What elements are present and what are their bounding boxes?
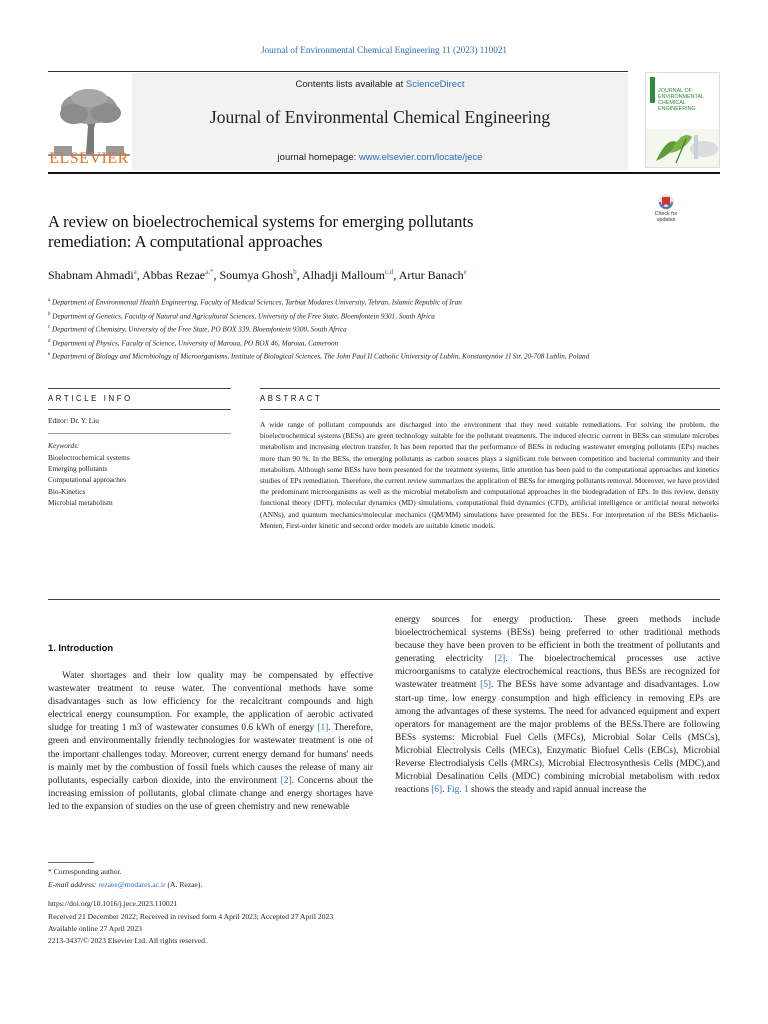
affiliation-item bbox=[48, 322, 638, 336]
keyword-item: Bio-Kinetics bbox=[48, 486, 86, 496]
author-separator: , bbox=[136, 268, 143, 282]
cover-title bbox=[658, 88, 704, 112]
crossmark-line2: updates bbox=[656, 216, 676, 223]
affiliation-text: Department of Physics, Faculty of Science, University of Maroua, PO BOX 46, Maroua, Cameroon bbox=[52, 339, 339, 348]
keyword-list bbox=[48, 452, 130, 508]
elsevier-wordmark[interactable]: ELSEVIER bbox=[49, 150, 129, 167]
affiliation-text: Department of Biology and Microbiology of Microorganisms, Institute of Biological Sciences, The John Paul II Catholic University of Lublin, Konstantynów 1I Str, 20-708 Lublin, Poland bbox=[52, 352, 590, 361]
footnote-rule bbox=[48, 862, 94, 863]
editor-line: Editor: Dr. Y. Liu bbox=[48, 416, 99, 425]
article-title-line2: remediation: A computational approaches bbox=[48, 232, 323, 251]
article-info-heading: ARTICLE INFO bbox=[48, 394, 133, 403]
author-name[interactable]: Alhadji Malloum bbox=[301, 268, 385, 282]
doi-link[interactable]: https://doi.org/10.1016/j.jece.2023.110021 bbox=[48, 899, 178, 908]
corresponding-author-note: * Corresponding author. bbox=[48, 867, 122, 876]
author-separator: , bbox=[213, 268, 220, 282]
author-separator: , bbox=[296, 268, 302, 282]
affiliation-text: Department of Chemistry, University of the Free State, PO BOX 339, Bloemfontein 9300, South Africa bbox=[52, 325, 347, 334]
email-link[interactable]: rezaee@modares.ac.ir bbox=[98, 880, 166, 889]
cover-title-line2: ENVIRONMENTAL bbox=[658, 94, 705, 100]
affiliation-item bbox=[48, 295, 638, 309]
journal-cover-thumbnail[interactable] bbox=[645, 72, 720, 168]
affiliation-item bbox=[48, 309, 638, 323]
introduction-heading: 1. Introduction bbox=[48, 642, 114, 653]
keywords-heading: Keywords: bbox=[48, 441, 80, 450]
abstract-text: A wide range of pollutant compounds are discharged into the environment that they need suitable remediations. For solving the problem, the bioelectrochemical systems (BESs) are green technology suitable for the pollutant treatments. The induced electric current in BESs can stimulate microbes metabolism and increasing electron transfer. It has been reported that the performance of BESs in reducing wastewater emerging pollutants (EPs) reaches more than 90 %. In the BESs, the emerging pollutants as carbon sources plays a significant role between competition and bacterial community and their metabolism. Although some BESs have been presented for the treatment systems, little attention has been paid to the computational approaches and kinetics studies of EPs remediation. Therefore, the current review summarizes the application of BESs for emerging pollutants removal. Moreover, we have provided the predominant microorganisms as well as the microbial metabolism and computational approaches in the biodegradation of EPs. In this review, density functional theory (DFT), molecular dynamics (MD) simulations, computational fluid dynamics (CFD), artificial intelligence or artificial neural networks (ANNs), and quantum mechanics/molecular mechanics (QM/MM) simulations have presented for the BESs. For interpretation of the BESs Michaelis-Menten, First-order kinetic and second order models are suitable kinetic models. bbox=[260, 420, 719, 530]
body-text: energy sources for energy production. These green methods include bioelectrochemical systems (BESs) being preferred to other traditional methods because they have been proven to be efficient in both the treatment of pollutants and generating electricity bbox=[395, 615, 720, 665]
copyright-line: 2213-3437/© 2023 Elsevier Ltd. All rights reserved. bbox=[48, 936, 207, 945]
author-name[interactable]: Soumya Ghosh bbox=[219, 268, 294, 282]
affiliation-item bbox=[48, 349, 638, 363]
journal-title: Journal of Environmental Chemical Engineering bbox=[209, 107, 551, 127]
email-suffix: (A. Rezae). bbox=[165, 880, 203, 889]
keyword-item: Bioelectrochemical systems bbox=[48, 453, 130, 462]
article-title bbox=[48, 212, 608, 252]
email-note bbox=[48, 880, 202, 889]
body-column-left bbox=[48, 670, 373, 814]
citation-link[interactable]: [2] bbox=[494, 654, 506, 665]
affiliation-text: Department of Genetics, Faculty of Natural and Agricultural Sciences, University of the Free State, Bloemfontein 9301, South Africa bbox=[52, 311, 435, 320]
received-dates: Received 21 December 2022; Received in revised form 4 April 2023; Accepted 27 April 2023 bbox=[48, 912, 334, 921]
masthead-top-rule bbox=[48, 71, 628, 72]
check-for-updates-label[interactable] bbox=[646, 212, 686, 223]
abstract-head-rule bbox=[260, 409, 720, 410]
affiliation-mark: c bbox=[48, 325, 51, 331]
front-matter-bottom-rule bbox=[48, 599, 720, 600]
author-name[interactable]: Abbas Rezae bbox=[142, 268, 206, 282]
body-column-right bbox=[395, 614, 720, 797]
body-text: . The bioelectrochemical processes use active microorganisms to catalyze electrochemical reactions, thus BESs are recognized for wastewater treatment bbox=[395, 654, 720, 691]
email-label: E-mail address: bbox=[48, 880, 99, 889]
author-affiliation-mark[interactable]: c,d bbox=[384, 268, 394, 276]
affiliation-mark: b bbox=[48, 311, 51, 317]
citation-link[interactable]: [6] bbox=[431, 785, 443, 796]
body-text: shows the steady and rapid annual increase the bbox=[468, 785, 647, 796]
author-name[interactable]: Artur Banach bbox=[398, 268, 464, 282]
sciencedirect-link[interactable]: ScienceDirect bbox=[405, 79, 465, 90]
crossmark-line1: Check for bbox=[654, 211, 678, 217]
running-head[interactable]: Journal of Environmental Chemical Engineering 11 (2023) 110021 bbox=[260, 45, 508, 55]
author-affiliation-mark[interactable]: a bbox=[133, 268, 137, 276]
body-text: . bbox=[442, 785, 447, 796]
body-text: Water shortages and their low quality may be compensated by effective wastewater treatment to reuse water. The conventional methods have some disadvantages such as low efficiency for the recalcitrant compounds and high electrical energy counsumption. For example, the application of aerobic activated sludge for treating 1 m3 of wastewater consumes 0.6 kWh of energy bbox=[48, 671, 373, 734]
affiliation-list bbox=[48, 295, 638, 363]
author-list bbox=[48, 268, 708, 283]
figure-link[interactable]: Fig. 1 bbox=[446, 785, 469, 796]
body-text: . Therefore, green and environmentally friendly technologies for wastewater treatment is one of the important challenges today. Moreover, current energy demand for humans' needs is mainly met by the combustion of fossil fuels which causes the release of many air pollutants, especially carbon dioxide, into the environment bbox=[48, 723, 373, 786]
article-info-head-rule bbox=[48, 409, 231, 410]
contents-line bbox=[132, 79, 628, 90]
homepage-prefix: journal homepage: bbox=[277, 152, 359, 163]
keywords-rule bbox=[48, 433, 231, 434]
affiliation-mark: d bbox=[48, 338, 51, 344]
contents-prefix: Contents lists available at bbox=[295, 79, 406, 90]
cover-title-line3: CHEMICAL bbox=[658, 100, 686, 106]
keyword-item: Computational approaches bbox=[48, 475, 127, 485]
citation-link[interactable]: [5] bbox=[480, 680, 492, 691]
affiliation-mark: e bbox=[48, 352, 51, 358]
affiliation-text: Department of Environmental Health Engineering, Faculty of Medical Sciences, Tarbiat Modares University, Tehran, Islamic Republic of Iran bbox=[52, 298, 462, 307]
article-info-top-rule bbox=[48, 388, 231, 389]
keyword-item: Microbial metabolism bbox=[48, 497, 113, 507]
author-affiliation-mark[interactable]: a,* bbox=[205, 268, 214, 276]
body-text: . The BESs have some advantage and disadvantages. Low start-up time, low energy consumption and high efficiency in removing EPs are among the advantages of these systems. The need for advanced equipment and expert operators for management are the major problems of the BESs.There are following BESs systems: Microbial Fuel Cells (MFCs), Microbial Solar Cells (MSCs), Microbial Electrolysis Cells (MECs), Enzymatic Biofuel Cells (EBCs), Microbial Reverse Electrodialysis Cells (MRCs), Microbial Electrosynthesis Cells (MDC),and Microbial Desalination Cells (MDC) combining microbial metabolism with redox reactions bbox=[395, 680, 720, 796]
cover-title-line1: JOURNAL OF bbox=[658, 88, 692, 94]
masthead-bottom-rule bbox=[48, 172, 720, 174]
author-affiliation-mark[interactable]: b bbox=[293, 268, 297, 276]
abstract-heading: ABSTRACT bbox=[260, 394, 323, 403]
citation-link[interactable]: [1] bbox=[317, 723, 329, 734]
author-name[interactable]: Shabnam Ahmadi bbox=[48, 268, 134, 282]
affiliation-item bbox=[48, 336, 638, 350]
citation-link[interactable]: [2] bbox=[280, 775, 292, 786]
available-online: Available online 27 April 2023 bbox=[48, 924, 142, 933]
keyword-item: Emerging pollutants bbox=[48, 464, 108, 474]
homepage-link[interactable]: www.elsevier.com/locate/jece bbox=[358, 152, 483, 163]
homepage-line bbox=[132, 152, 628, 163]
article-title-line1: A review on bioelectrochemical systems for emerging pollutants bbox=[48, 212, 474, 231]
body-text: . Concerns about the increasing emission of pollutants, global climate change and energy shortages have led to the expansion of studies on the use of green chemistry and new renewable bbox=[48, 775, 373, 812]
abstract-top-rule bbox=[260, 388, 720, 389]
author-separator: , bbox=[393, 268, 399, 282]
author-affiliation-mark[interactable]: e bbox=[463, 268, 467, 276]
affiliation-mark: a bbox=[48, 298, 51, 303]
cover-title-line4: ENGINEERING bbox=[658, 106, 696, 112]
